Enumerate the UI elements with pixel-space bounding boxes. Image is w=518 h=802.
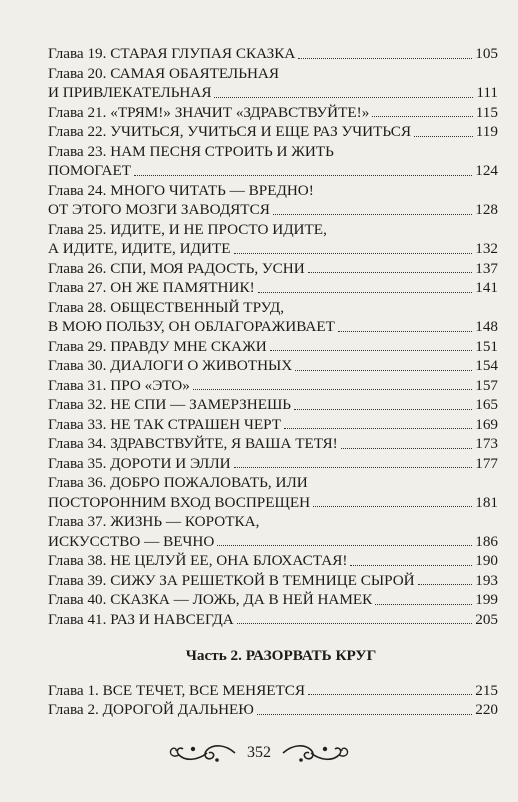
toc-entry xyxy=(48,551,498,571)
toc-entry-page: 173 xyxy=(475,435,498,452)
toc-entry-title: Глава 22. УЧИТЬСЯ, УЧИТЬСЯ И ЕЩЕ РАЗ УЧИТЬСЯ xyxy=(48,123,411,140)
toc-entry-page: 215 xyxy=(475,681,498,699)
toc-entry-title: Глава 24. МНОГО ЧИТАТЬ — ВРЕДНО! xyxy=(48,181,314,199)
toc-entry xyxy=(48,512,498,532)
toc-entry xyxy=(48,415,498,435)
toc-entry-page: 151 xyxy=(475,337,498,355)
toc-entry-page: 199 xyxy=(475,591,498,608)
part-prefix: Часть 2. xyxy=(185,647,242,664)
dot-leader xyxy=(375,604,472,605)
toc-entry-title: Глава 40. СКАЗКА — ЛОЖЬ, ДА В НЕЙ НАМЕК xyxy=(48,591,373,608)
toc-entry-page: 115 xyxy=(475,103,498,121)
toc-entry xyxy=(48,473,498,493)
dot-leader xyxy=(193,389,472,390)
dot-leader xyxy=(313,506,472,507)
toc-entry xyxy=(48,239,498,259)
dot-leader xyxy=(341,448,473,449)
dot-leader xyxy=(418,584,473,585)
toc-entry-title: Глава 34. ЗДРАВСТВУЙТЕ, Я ВАША ТЕТЯ! xyxy=(48,435,338,452)
toc-entry-title: Глава 37. ЖИЗНЬ — КОРОТКА, xyxy=(48,513,260,530)
toc-entry-title: Глава 1. ВСЕ ТЕЧЕТ, ВСЕ МЕНЯЕТСЯ xyxy=(48,681,306,699)
dot-leader xyxy=(338,331,472,332)
toc-entry-page: 154 xyxy=(475,357,498,374)
dot-leader xyxy=(284,428,472,429)
toc-entry xyxy=(48,64,498,84)
toc-entry-title: ПОСТОРОННИМ ВХОД ВОСПРЕЩЕН xyxy=(48,493,311,511)
toc-entry xyxy=(48,610,498,630)
toc-entry-page: 119 xyxy=(475,123,498,140)
toc-entry-title: Глава 21. «ТРЯМ!» ЗНАЧИТ «ЗДРАВСТВУЙТЕ!» xyxy=(48,103,370,121)
dot-leader xyxy=(273,214,472,215)
toc-entry xyxy=(48,83,498,103)
toc-entry-title: Глава 30. ДИАЛОГИ О ЖИВОТНЫХ xyxy=(48,357,293,374)
dot-leader xyxy=(372,116,472,117)
toc-entry-page: 141 xyxy=(475,279,498,296)
toc-entry-title: Глава 20. САМАЯ ОБАЯТЕЛЬНАЯ xyxy=(48,64,280,82)
toc-entry-page: 190 xyxy=(475,552,498,569)
toc-entry xyxy=(48,395,498,415)
toc-entry-title: ИСКУССТВО — ВЕЧНО xyxy=(48,532,215,550)
toc-entry xyxy=(48,493,498,513)
toc-entry-page: 137 xyxy=(475,259,498,277)
toc-entry xyxy=(48,278,498,298)
part2-toc-list xyxy=(48,681,498,720)
part-heading xyxy=(48,646,498,666)
toc-entry xyxy=(48,571,498,591)
toc-entry-page: 105 xyxy=(475,45,498,62)
dot-leader xyxy=(308,272,472,273)
toc-entry xyxy=(48,181,498,201)
toc-entry xyxy=(48,103,498,123)
toc-entry-title: Глава 26. СПИ, МОЯ РАДОСТЬ, УСНИ xyxy=(48,259,305,277)
dot-leader xyxy=(217,545,472,546)
right-ornament-icon xyxy=(281,740,351,766)
dot-leader xyxy=(134,175,472,176)
dot-leader xyxy=(414,136,473,137)
toc-entry-title: ОТ ЭТОГО МОЗГИ ЗАВОДЯТСЯ xyxy=(48,201,270,218)
toc-list xyxy=(48,44,498,629)
toc-entry-title: ПОМОГАЕТ xyxy=(48,162,132,179)
toc-entry-page: 111 xyxy=(476,84,498,101)
toc-entry-page: 181 xyxy=(475,493,498,511)
toc-entry xyxy=(48,454,498,474)
page-footer xyxy=(0,740,518,766)
toc-entry-title: Глава 39. СИЖУ ЗА РЕШЕТКОЙ В ТЕМНИЦЕ СЫРОЙ xyxy=(48,571,415,589)
toc-entry-title: Глава 25. ИДИТЕ, И НЕ ПРОСТО ИДИТЕ, xyxy=(48,220,327,238)
toc-entry-title: В МОЮ ПОЛЬЗУ, ОН ОБЛАГОРАЖИВАЕТ xyxy=(48,318,335,335)
dot-leader xyxy=(298,58,472,59)
toc-entry xyxy=(48,590,498,610)
toc-entry-page: 157 xyxy=(475,376,498,394)
toc-entry xyxy=(48,700,498,720)
toc-entry-page: 132 xyxy=(475,240,498,257)
toc-entry-title: Глава 19. СТАРАЯ ГЛУПАЯ СКАЗКА xyxy=(48,45,296,62)
dot-leader xyxy=(257,714,472,715)
toc-entry-page: 148 xyxy=(475,318,498,335)
toc-entry xyxy=(48,142,498,162)
toc-entry-title: Глава 27. ОН ЖЕ ПАМЯТНИК! xyxy=(48,279,255,296)
toc-entry-title: Глава 33. НЕ ТАК СТРАШЕН ЧЕРТ xyxy=(48,415,282,433)
toc-entry-title: И ПРИВЛЕКАТЕЛЬНАЯ xyxy=(48,84,212,101)
toc-entry-title: Глава 23. НАМ ПЕСНЯ СТРОИТЬ И ЖИТЬ xyxy=(48,142,334,160)
toc-entry-page: 177 xyxy=(475,454,498,472)
toc-entry xyxy=(48,376,498,396)
toc-entry xyxy=(48,337,498,357)
left-ornament-icon xyxy=(167,740,237,766)
toc-entry-page: 186 xyxy=(475,532,498,550)
toc-entry xyxy=(48,681,498,701)
toc-entry xyxy=(48,532,498,552)
toc-entry-title: Глава 28. ОБЩЕСТВЕННЫЙ ТРУД, xyxy=(48,298,285,316)
toc-entry-page: 220 xyxy=(475,701,498,718)
toc-entry-page: 128 xyxy=(475,201,498,218)
toc-entry-title: Глава 2. ДОРОГОЙ ДАЛЬНЕЮ xyxy=(48,701,254,718)
toc-entry xyxy=(48,298,498,318)
toc-entry xyxy=(48,220,498,240)
dot-leader xyxy=(234,467,473,468)
toc-entry xyxy=(48,161,498,181)
toc-entry-title: Глава 36. ДОБРО ПОЖАЛОВАТЬ, ИЛИ xyxy=(48,474,308,491)
page-number: 352 xyxy=(247,744,271,761)
toc-entry-page: 193 xyxy=(475,571,498,589)
dot-leader xyxy=(308,694,472,695)
dot-leader xyxy=(270,350,473,351)
toc-entry-title: Глава 35. ДОРОТИ И ЭЛЛИ xyxy=(48,454,231,472)
toc-entry xyxy=(48,317,498,337)
dot-leader xyxy=(237,623,472,624)
dot-leader xyxy=(234,253,473,254)
toc-entry xyxy=(48,122,498,142)
toc-entry-title: Глава 29. ПРАВДУ МНЕ СКАЖИ xyxy=(48,337,267,355)
table-of-contents xyxy=(48,44,498,720)
toc-entry xyxy=(48,259,498,279)
dot-leader xyxy=(214,97,473,98)
toc-entry-title: Глава 32. НЕ СПИ — ЗАМЕРЗНЕШЬ xyxy=(48,396,292,413)
toc-entry-page: 205 xyxy=(475,610,498,628)
toc-entry-page: 124 xyxy=(475,162,498,179)
dot-leader xyxy=(294,409,472,410)
toc-entry-title: Глава 31. ПРО «ЭТО» xyxy=(48,376,190,394)
dot-leader xyxy=(295,370,472,371)
toc-entry xyxy=(48,434,498,454)
toc-entry xyxy=(48,356,498,376)
part-title: РАЗОРВАТЬ КРУГ xyxy=(245,647,377,664)
toc-entry-title: А ИДИТЕ, ИДИТЕ, ИДИТЕ xyxy=(48,240,231,257)
dot-leader xyxy=(350,565,472,566)
toc-entry-title: Глава 38. НЕ ЦЕЛУЙ ЕЕ, ОНА БЛОХАСТАЯ! xyxy=(48,552,348,569)
toc-entry-page: 169 xyxy=(475,415,498,433)
toc-entry-title: Глава 41. РАЗ И НАВСЕГДА xyxy=(48,610,234,628)
toc-entry xyxy=(48,200,498,220)
toc-entry-page: 165 xyxy=(475,396,498,413)
toc-entry xyxy=(48,44,498,64)
dot-leader xyxy=(258,292,473,293)
